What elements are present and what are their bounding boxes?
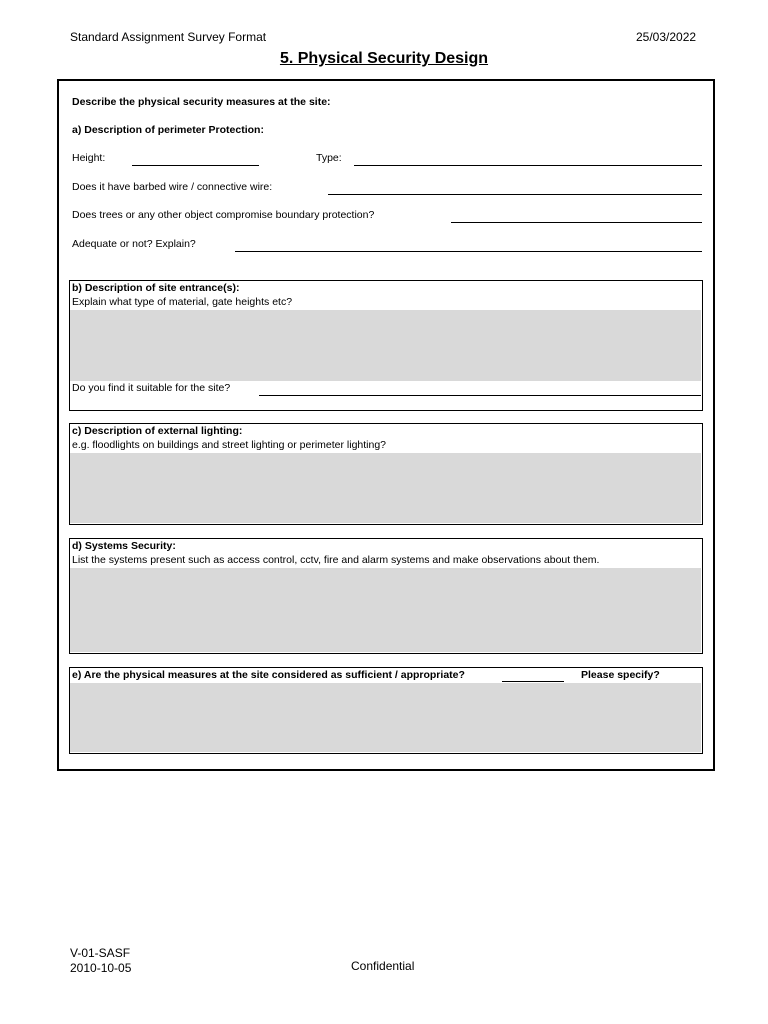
section-a-heading: a) Description of perimeter Protection: bbox=[72, 124, 264, 136]
section-b-heading: b) Description of site entrance(s): bbox=[72, 282, 240, 294]
footer-date: 2010-10-05 bbox=[70, 961, 132, 975]
height-label: Height: bbox=[72, 152, 106, 164]
trees-field[interactable] bbox=[451, 222, 702, 223]
section-b-subtext: Explain what type of material, gate heights etc? bbox=[72, 296, 293, 308]
intro-text: Describe the physical security measures at the site: bbox=[72, 96, 331, 108]
suitable-label: Do you find it suitable for the site? bbox=[72, 382, 231, 394]
height-field[interactable] bbox=[132, 165, 259, 166]
footer-version: V-01-SASF bbox=[70, 946, 131, 960]
document-header-date: 25/03/2022 bbox=[636, 30, 697, 44]
adequate-label: Adequate or not? Explain? bbox=[72, 238, 196, 250]
section-c-heading: c) Description of external lighting: bbox=[72, 425, 243, 437]
sufficient-answer-field[interactable] bbox=[502, 681, 564, 682]
page-title: 5. Physical Security Design bbox=[279, 50, 489, 67]
section-b-input-area[interactable] bbox=[70, 310, 701, 381]
type-label: Type: bbox=[316, 152, 342, 164]
section-e-heading: e) Are the physical measures at the site considered as sufficient / appropriate? bbox=[72, 669, 465, 681]
section-c-subtext: e.g. floodlights on buildings and street lighting or perimeter lighting? bbox=[72, 439, 387, 451]
barbed-wire-field[interactable] bbox=[328, 194, 702, 195]
section-e-input-area[interactable] bbox=[70, 683, 701, 752]
type-field[interactable] bbox=[354, 165, 702, 166]
document-header-title: Standard Assignment Survey Format bbox=[70, 30, 267, 44]
section-c-input-area[interactable] bbox=[70, 453, 701, 523]
footer-confidential: Confidential bbox=[351, 959, 415, 973]
suitable-field[interactable] bbox=[259, 395, 701, 396]
section-d-subtext: List the systems present such as access control, cctv, fire and alarm systems and make observations about them. bbox=[72, 554, 600, 566]
barbed-wire-label: Does it have barbed wire / connective wire: bbox=[72, 181, 273, 193]
trees-label: Does trees or any other object compromise boundary protection? bbox=[72, 209, 375, 221]
adequate-field[interactable] bbox=[235, 251, 702, 252]
specify-label: Please specify? bbox=[581, 669, 660, 681]
section-d-input-area[interactable] bbox=[70, 568, 701, 652]
section-d-heading: d) Systems Security: bbox=[72, 540, 176, 552]
